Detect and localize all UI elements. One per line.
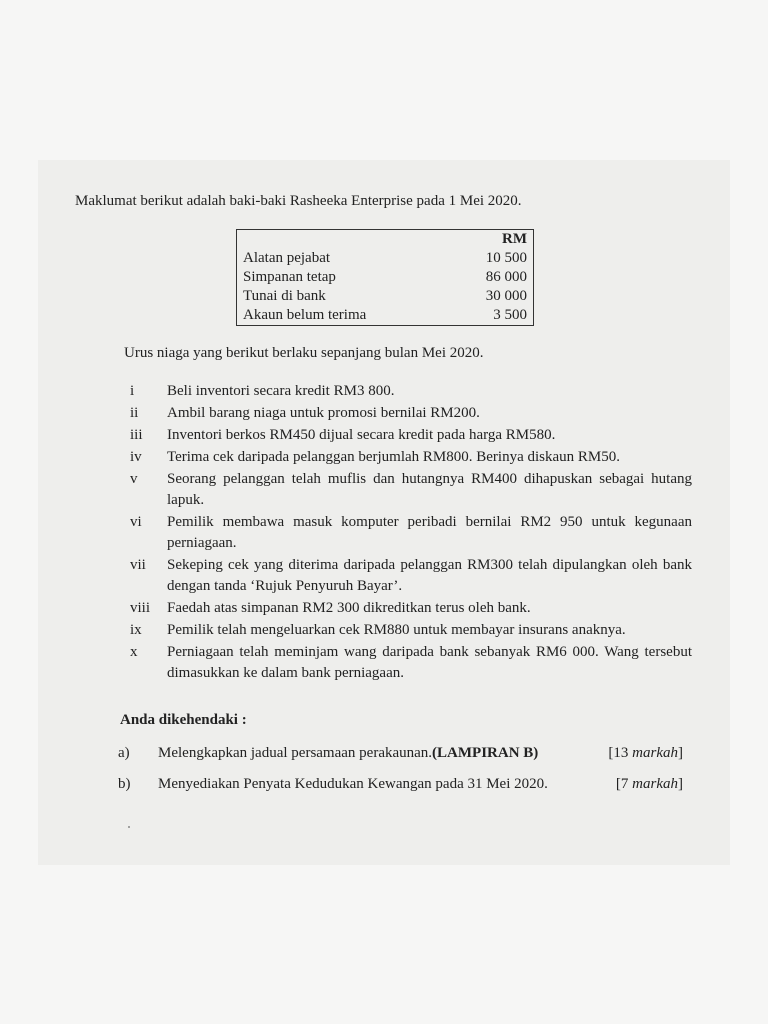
item-text: Inventori berkos RM450 dijual secara kredit pada harga RM580. (167, 427, 556, 443)
item-number: i (130, 383, 135, 399)
table-row (237, 306, 534, 326)
transactions-intro: Urus niaga yang berikut berlaku sepanjang bulan Mei 2020. (124, 345, 484, 361)
item-number: vii (130, 557, 146, 573)
balance-amount: 3 500 (493, 307, 527, 323)
item-text: Faedah atas simpanan RM2 300 dikreditkan terus oleh bank. (167, 600, 531, 616)
list-item (120, 555, 692, 597)
item-text: Beli inventori secara kredit RM3 800. (167, 383, 395, 399)
item-number: vi (130, 514, 142, 530)
list-item (120, 447, 692, 468)
balance-amount: 86 000 (485, 269, 527, 285)
requirement-a (118, 745, 683, 762)
balance-label: Alatan pejabat (243, 250, 331, 266)
balance-amount: 10 500 (485, 250, 527, 266)
requirement-text: Menyediakan Penyata Kedudukan Kewangan pada 31 Mei 2020. (158, 776, 548, 792)
appendix-reference: (LAMPIRAN B) (432, 745, 539, 761)
intro-text: Maklumat berikut adalah baki-baki Rasheeka Enterprise pada 1 Mei 2020. (75, 193, 522, 209)
requirement-label: a) (118, 745, 130, 761)
table-row (237, 268, 534, 287)
item-number: viii (130, 600, 151, 616)
marks-label: [7 markah] (615, 776, 683, 792)
balance-label: Tunai di bank (243, 288, 326, 304)
item-number: v (130, 471, 138, 487)
item-number: iv (130, 449, 142, 465)
opening-balances-table (236, 229, 534, 326)
list-item (120, 620, 692, 641)
stray-mark (128, 826, 130, 828)
marks-label: [13 markah] (608, 745, 683, 761)
requirements-heading: Anda dikehendaki : (120, 712, 247, 728)
item-text: Perniagaan telah meminjam wang daripada bank sebanyak RM6 000. Wang tersebut dimasukkan ke dalam bank perniagaan. (167, 644, 692, 681)
item-text: Pemilik telah mengeluarkan cek RM880 untuk membayar insurans anaknya. (167, 622, 626, 638)
list-item (120, 598, 692, 619)
requirement-text: Melengkapkan jadual persamaan perakaunan.(LAMPIRAN B) (158, 745, 539, 761)
balance-amount: 30 000 (485, 288, 527, 304)
list-item (120, 642, 692, 684)
list-item (120, 469, 692, 511)
item-number: iii (130, 427, 143, 443)
list-item (120, 403, 692, 424)
item-number: x (130, 644, 138, 660)
list-item (120, 381, 692, 402)
item-text: Terima cek daripada pelanggan berjumlah RM800. Berinya diskaun RM50. (167, 449, 620, 465)
list-item (120, 425, 692, 446)
balance-label: Akaun belum terima (243, 307, 367, 323)
list-item (120, 512, 692, 554)
item-number: ix (130, 622, 142, 638)
balance-label: Simpanan tetap (243, 269, 336, 285)
item-text: Sekeping cek yang diterima daripada pelanggan RM300 telah dipulangkan oleh bank dengan tanda ‘Rujuk Penyuruh Bayar’. (167, 557, 692, 594)
item-number: ii (130, 405, 139, 421)
requirement-label: b) (118, 776, 131, 792)
item-text: Ambil barang niaga untuk promosi bernilai RM200. (167, 405, 480, 421)
currency-header: RM (502, 231, 527, 247)
table-row (237, 249, 534, 268)
item-text: Pemilik membawa masuk komputer peribadi bernilai RM2 950 untuk kegunaan perniagaan. (167, 514, 692, 551)
table-row (237, 287, 534, 306)
item-text: Seorang pelanggan telah muflis dan hutangnya RM400 dihapuskan sebagai hutang lapuk. (167, 471, 692, 508)
requirement-b (118, 776, 683, 793)
transactions-list (120, 381, 692, 685)
table-header-row (237, 230, 534, 250)
